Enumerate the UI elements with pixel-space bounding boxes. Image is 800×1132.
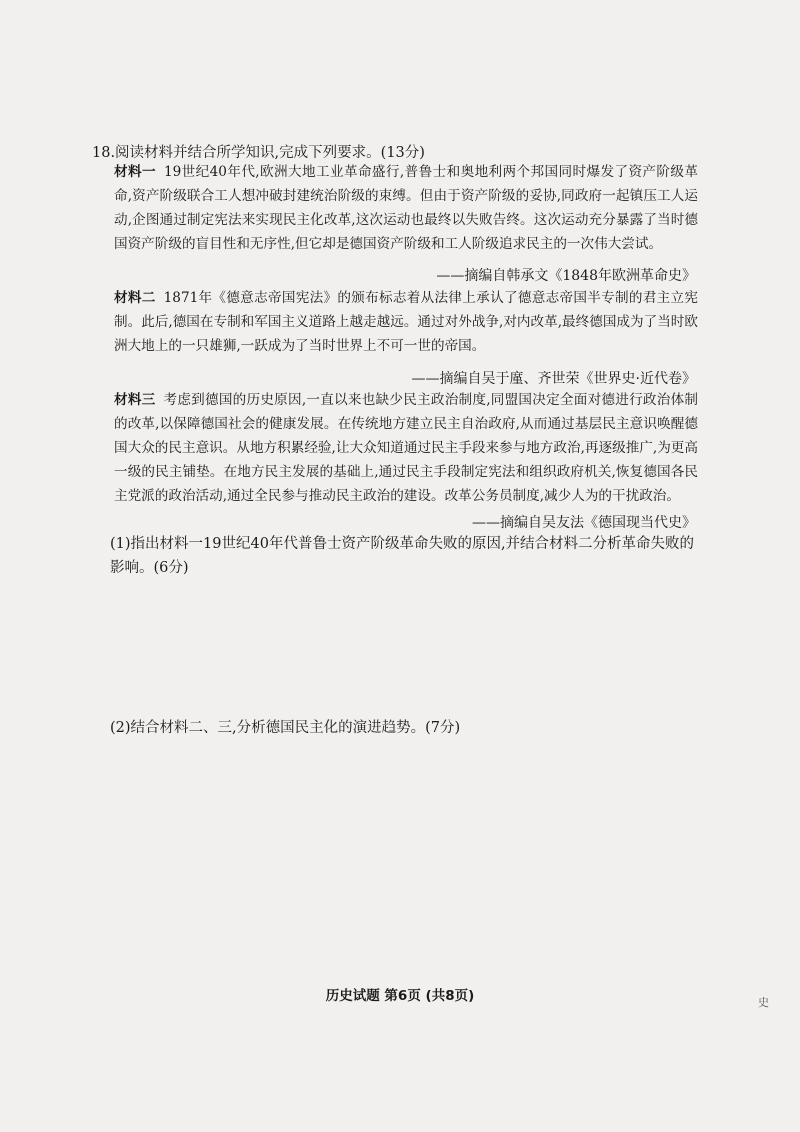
question-title: 18.阅读材料并结合所学知识,完成下列要求。(13分)	[92, 145, 425, 161]
material-2	[114, 286, 698, 358]
material-1-source: ——摘编自韩承文《1848年欧洲革命史》	[436, 268, 696, 284]
material-3-label: 材料三	[114, 392, 156, 408]
page-footer: 历史试题 第6页 (共8页)	[325, 988, 475, 1004]
subquestion-1: (1)指出材料一19世纪40年代普鲁士资产阶级革命失败的原因,并结合材料二分析革命失败的影响。(6分)	[110, 536, 695, 576]
material-3	[114, 388, 698, 508]
material-1-text: 19世纪40年代,欧洲大地工业革命盛行,普鲁士和奥地利两个邦国同时爆发了资产阶级革命,资产阶级联合工人想冲破封建统治阶级的束缚。但由于资产阶级的妥协,同政府一起镇压工人运动,企图通过制定宪法来实现民主化改革,这次运动也最终以失败告终。这次运动充分暴露了当时德国资产阶级的盲目性和无序性,但它却是德国资产阶级和工人阶级追求民主的一次伟大尝试。	[114, 164, 698, 252]
subquestion-2: (2)结合材料二、三,分析德国民主化的演进趋势。(7分)	[110, 720, 461, 736]
material-2-label: 材料二	[114, 290, 156, 306]
material-2-source: ——摘编自吴于廑、齐世荣《世界史·近代卷》	[411, 371, 696, 387]
material-2-text: 1871年《德意志帝国宪法》的颁布标志着从法律上承认了德意志帝国半专制的君主立宪制。此后,德国在专制和军国主义道路上越走越远。通过对外战争,对内改革,最终德国成为了当时欧洲大地上的一只雄狮,一跃成为了当时世界上不可一世的帝国。	[114, 290, 699, 354]
material-1	[114, 160, 698, 256]
material-1-label: 材料一	[114, 164, 156, 180]
material-3-text: 考虑到德国的历史原因,一直以来也缺少民主政治制度,同盟国决定全面对德进行政治体制的改革,以保障德国社会的健康发展。在传统地方建立民主自治政府,从而通过基层民主意识唤醒德国大众的民主意识。从地方积累经验,让大众知道通过民主手段来参与地方政治,再逐级推广,为更高一级的民主铺垫。在地方民主发展的基础上,通过民主手段制定宪法和组织政府机关,恢复德国各民主党派的政治活动,通过全民参与推动民主政治的建设。改革公务员制度,减少人为的干扰政治。	[114, 392, 699, 504]
corner-mark: 史	[758, 996, 769, 1009]
material-3-source: ——摘编自吴友法《德国现当代史》	[472, 515, 696, 531]
